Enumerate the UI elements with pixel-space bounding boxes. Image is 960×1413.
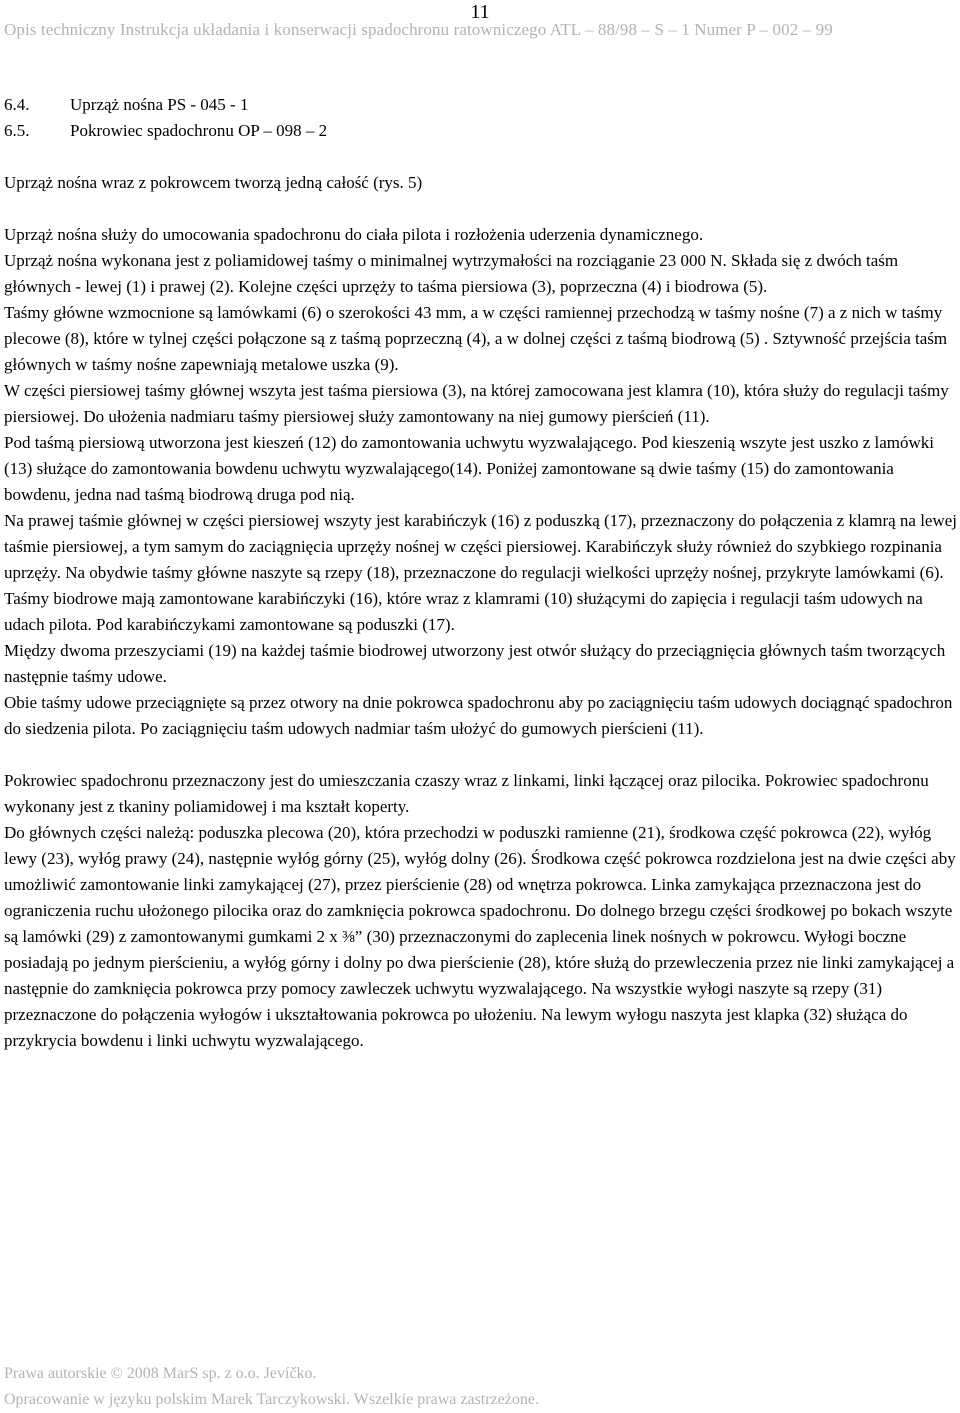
harness-paragraph: Na prawej taśmie głównej w części piersiowej wszyty jest karabińczyk (16) z poduszką (17), przeznaczony do połączenia z klamrą na lewej taśmie piersiowej, a tym samym do zaciągnięcia uprzęży nośnej w części piersiowej. Karabińczyk służy również do szybkiego rozpinania uprzęży. Na obydwie taśmy główne naszyte są rzepy (18), przeznaczone do regulacji wielkości uprzęży nośnej, przykryte lamówkami (6). Taśmy biodrowe mają zamontowane karabińczyki (16), które wraz z klamrami (10) służącymi do zapięcia i regulacji taśm udowych na udach pilota. Pod karabińczykami zamontowane są poduszki (17). [4, 511, 958, 634]
running-header: Opis techniczny Instrukcja układania i konserwacji spadochronu ratowniczego ATL – 88/98 – S – 1 Numer P – 002 – 99 [4, 20, 833, 39]
page-number: 11 [470, 1, 490, 23]
document-body [4, 92, 959, 1054]
harness-paragraph: Pod taśmą piersiową utworzona jest kieszeń (12) do zamontowania uchwytu wyzwalającego. Pod kieszenią wszyte jest uszko z lamówki (13) służące do zamontowania bowdenu uchwytu wyzwalającego(14). Poniżej zamontowane są dwie taśmy (15) do zamontowania bowdenu, jedna nad taśmą biodrową druga pod nią. [4, 433, 935, 504]
harness-paragraph: Uprząż nośna wykonana jest z poliamidowej taśmy o minimalnej wytrzymałości na rozciąganie 23 000 N. Składa się z dwóch taśm głównych - lewej (1) i prawej (2). Kolejne części uprzęży to taśma piersiowa (3), poprzeczna (4) i biodrowa (5). [4, 251, 899, 296]
harness-paragraph: Obie taśmy udowe przeciągnięte są przez otwory na dnie pokrowca spadochronu aby po zaciągnięciu taśm udowych dociągnąć spadochron do siedzenia pilota. Po zaciągnięciu taśm udowych nadmiar taśm ułożyć do gumowych pierścieni (11). [4, 693, 953, 738]
credits-line: Opracowanie w języku polskim Marek Tarczykowski. Wszelkie prawa zastrzeżone. [4, 1391, 539, 1408]
harness-paragraph: Między dwoma przeszyciami (19) na każdej taśmie biodrowej utworzony jest otwór służący do przeciągnięcia głównych taśm tworzących następnie taśmy udowe. [4, 641, 946, 686]
container-paragraph: Do głównych części należą: poduszka plecowa (20), która przechodzi w poduszki ramienne (21), środkowa część pokrowca (22), wyłóg lewy (23), wyłóg prawy (24), następnie wyłóg górny (25), wyłóg dolny (26). Środkowa część pokrowca rozdzielona jest na dwie części aby umożliwić zamontowanie linki zamykającej (27), przez pierścienie (28) od wnętrza pokrowca. Linka zamykająca przeznaczona jest do ograniczenia ruchu ułożonego pilocika oraz do zamknięcia pokrowca spadochronu. Do dolnego brzegu części środkowej po bokach wszyte są lamówki (29) z zamontowanymi gumkami 2 x ⅜” (30) przeznaczonymi do zaplecenia linek nośnych w pokrowcu. Wyłogi boczne posiadają po jednym pierścieniu, a wyłóg górny i dolny po dwa pierścienie (28), które służą do przewleczenia przez nie linki zamykającej a następnie do zamknięcia pokrowca przy pomocy zawleczek uchwytu wyzwalającego. Na wszystkie wyłogi naszyte są rzepy (31) przeznaczone do połączenia wyłogów i ukształtowania pokrowca po ułożeniu. Na lewym wyłogu naszyta jest klapka (32) służąca do przykrycia bowdenu i linki uchwytu wyzwalającego. [4, 823, 956, 1050]
harness-paragraph: W części piersiowej taśmy głównej wszyta jest taśma piersiowa (3), na której zamocowana jest klamra (10), która służy do regulacji taśmy piersiowej. Do ułożenia nadmiaru taśmy piersiowej służy zamontowany na niej gumowy pierścień (11). [4, 381, 949, 426]
section-heading-container [4, 118, 959, 144]
intro-paragraph: Uprząż nośna wraz z pokrowcem tworzą jedną całość (rys. 5) [4, 173, 423, 192]
section-number: 6.4. [4, 95, 30, 114]
section-title: Uprząż nośna PS - 045 - 1 [70, 95, 249, 114]
copyright-line: Prawa autorskie © 2008 MarS sp. z o.o. Jevíčko. [4, 1365, 317, 1382]
container-paragraph: Pokrowiec spadochronu przeznaczony jest do umieszczania czaszy wraz z linkami, linki łączącej oraz pilocika. Pokrowiec spadochronu wykonany jest z tkaniny poliamidowej i ma kształt koperty. [4, 771, 929, 816]
harness-paragraph: Taśmy główne wzmocnione są lamówkami (6) o szerokości 43 mm, a w części ramiennej przechodzą w taśmy nośne (7) a z nich w taśmy plecowe (8), które w tylnej części połączone są z taśmą poprzeczną (4), a w dolnej części z taśmą biodrową (5) . Sztywność przejścia taśm głównych w taśmy nośne zapewniają metalowe uszka (9). [4, 303, 948, 374]
footer [4, 1361, 539, 1413]
harness-paragraph: Uprząż nośna służy do umocowania spadochronu do ciała pilota i rozłożenia uderzenia dynamicznego. [4, 225, 704, 244]
spacer [4, 196, 959, 222]
section-heading-harness [4, 92, 959, 118]
spacer [4, 144, 959, 170]
spacer [4, 742, 959, 768]
section-number: 6.5. [4, 121, 30, 140]
section-title: Pokrowiec spadochronu OP – 098 – 2 [70, 121, 328, 140]
